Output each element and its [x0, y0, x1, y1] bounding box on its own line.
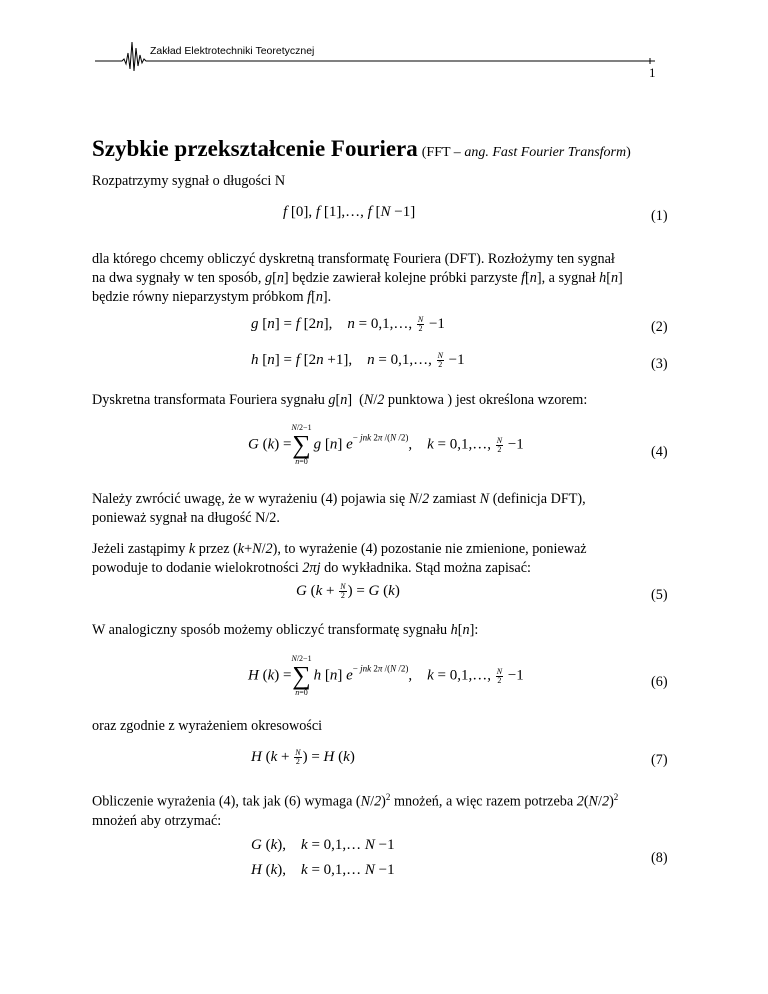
equation-8: G (k), k = 0,1,… N −1 H (k), k = 0,1,… N −1 — [251, 837, 395, 878]
paragraph-7: oraz zgodnie z wyrażeniem okresowości — [92, 718, 323, 734]
equation-4: G (k) = N/2−1 ∑ n=0 g [n] $e^{- jnk 2\pi /(N /2)}$, k = 0,1,…, $\frac{N}{2}$ −1 — [248, 423, 524, 466]
paragraph-3: Dyskretna transformata Fouriera sygnału g[n] (N/2 punktowa ) jest określona wzorem: — [92, 392, 588, 408]
paragraph-4: Należy zwrócić uwagę, że w wyrażeniu (4) pojawia się N/2 zamiast N (definicja DFT), ponieważ sygnał na długość N/2. — [92, 491, 586, 526]
equation-number-7: (7) — [651, 752, 668, 768]
equation-1: f [0], f [1],…, f [N −1] — [283, 204, 416, 220]
equation-2: g [n] = f [2n], n = 0,1,…, $\frac{N}{2}$ −1 — [251, 315, 445, 334]
equation-6: H (k) = N/2−1 ∑ n=0 h [n] $e^{- jnk 2\pi /(N /2)}$, k = 0,1,…, $\frac{N}{2}$ −1 — [248, 654, 524, 697]
paragraph-5: Jeżeli zastąpimy k przez (k+N/2), to wyrażenie (4) pozostanie nie zmienione, ponieważ powoduje to dodanie wielokrotności 2πj do wykładnika. Stąd można zapisać: — [92, 541, 587, 576]
paragraph-6: W analogiczny sposób możemy obliczyć transformatę sygnału h[n]: — [92, 622, 479, 638]
title-sub: (FFT – ang. Fast Fourier Transform) — [421, 145, 631, 160]
equation-3: h [n] = f [2n +1], n = 0,1,…, $\frac{N}{2}$ −1 — [251, 351, 465, 370]
equation-number-8: (8) — [651, 850, 668, 866]
page-title — [92, 136, 631, 162]
paragraph-1: Rozpatrzymy sygnał o długości N — [92, 173, 286, 189]
paragraph-8: Obliczenie wyrażenia (4), tak jak (6) wymaga $(N/2)^2$ mnożeń, a więc razem potrzeba $2(N/2)^2$ mnożeń aby otrzymać: — [92, 792, 619, 829]
equation-number-3: (3) — [651, 356, 668, 372]
equation-number-2: (2) — [651, 319, 668, 335]
title-main: Szybkie przekształcenie Fouriera — [92, 136, 418, 161]
page-number: 1 — [649, 65, 656, 80]
equation-5: G (k + $\frac{N}{2}$ ) = G (k) — [296, 582, 400, 601]
equation-number-5: (5) — [651, 587, 668, 603]
equation-7: H (k + $\frac{N}{2}$ ) = H (k) — [251, 748, 355, 767]
equation-number-6: (6) — [651, 674, 668, 690]
equation-number-4: (4) — [651, 444, 668, 460]
paragraph-2: dla którego chcemy obliczyć dyskretną transformatę Fouriera (DFT). Rozłożymy ten sygnał na dwa sygnały w ten sposób, g[n] będzie zawierał kolejne próbki parzyste f[n], a sygnał h[n] będzie równy nieparzystym próbkom f[n]. — [92, 251, 623, 305]
equation-number-1: (1) — [651, 208, 668, 224]
header-institute: Zakład Elektrotechniki Teoretycznej — [150, 45, 315, 57]
